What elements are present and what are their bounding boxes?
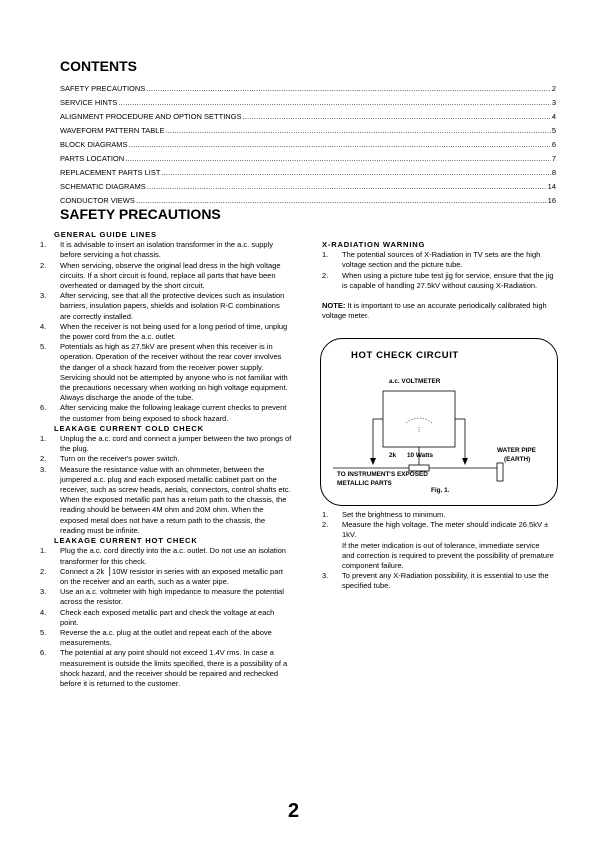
hot-heading: LEAKAGE CURRENT HOT CHECK [54, 536, 198, 546]
toc-page: 4 [551, 112, 556, 121]
list-item [322, 571, 554, 591]
meter-dial [406, 418, 432, 423]
toc-page: 5 [551, 126, 556, 135]
toc-leader [165, 126, 550, 135]
toc-label: PARTS LOCATION [60, 154, 125, 163]
general-list [40, 240, 292, 424]
item-text: The potential sources of X-Radiation in TV sets are the high voltage section and the picture tube. [342, 250, 541, 270]
toc-page: 8 [551, 168, 556, 177]
safety-title: SAFETY PRECAUTIONS [60, 206, 221, 222]
toc-page: 3 [551, 98, 556, 107]
list-item [40, 608, 292, 628]
cold-list [40, 434, 292, 536]
item-number: 1. [40, 240, 47, 250]
hot-list [40, 546, 292, 689]
contents-title: CONTENTS [60, 58, 137, 74]
item-number: 6. [40, 648, 47, 658]
item-text: Turn on the receiver's power switch. [60, 454, 180, 464]
item-number: 5. [40, 627, 47, 637]
item-number: 3. [40, 464, 47, 474]
list-item [322, 520, 554, 571]
toc-label: SCHEMATIC DIAGRAMS [60, 182, 146, 191]
item-number: 3. [40, 291, 47, 301]
item-number: 1. [40, 434, 47, 444]
list-item [40, 587, 292, 607]
xray-heading: X-RADIATION WARNING [322, 240, 426, 249]
item-text: Reverse the a.c. plug at the outlet and repeat each of the above measurements. [60, 627, 272, 648]
toc-label: BLOCK DIAGRAMS [60, 140, 128, 149]
measurement-steps [322, 510, 554, 592]
voltmeter-box [383, 391, 455, 447]
toc-entry [60, 140, 556, 154]
list-item [40, 648, 292, 689]
toc-entry [60, 84, 556, 98]
toc-leader [125, 154, 551, 163]
item-text: Set the brightness to minimum. [342, 510, 446, 519]
toc-label: WAVEFORM PATTERN TABLE [60, 126, 165, 135]
list-item [40, 465, 292, 536]
item-number: 3. [322, 571, 329, 581]
right-column [322, 240, 554, 321]
toc-entry [60, 112, 556, 126]
list-item [40, 628, 292, 648]
list-item [40, 240, 292, 260]
toc-label: REPLACEMENT PARTS LIST [60, 168, 161, 177]
item-number: 1. [322, 250, 329, 260]
note-label: NOTE: [322, 301, 346, 311]
item-number: 4. [40, 321, 47, 331]
item-number: 2. [40, 566, 47, 576]
xray-list [322, 250, 554, 291]
item-number: 2. [322, 270, 329, 280]
water-pipe-label: WATER PIPE [497, 447, 536, 454]
item-text: Check each exposed metallic part and check the voltage at each point. [60, 607, 275, 627]
page-number: 2 [288, 800, 300, 822]
voltmeter-label: a.c. VOLTMETER [389, 378, 441, 385]
item-text: Unplug the a.c. cord and connect a jumper between the two prongs of the plug. [60, 434, 292, 454]
list-item [322, 271, 554, 291]
list-item [40, 291, 292, 322]
toc-entry [60, 126, 556, 140]
toc-page: 6 [551, 140, 556, 149]
left-arrow [370, 458, 376, 465]
item-number: 3. [40, 587, 47, 597]
item-number: 1. [322, 510, 329, 519]
list-item [40, 403, 292, 423]
toc-leader [147, 182, 547, 191]
list-item [40, 546, 292, 566]
hot-check-circuit-figure [320, 338, 558, 506]
resistor-value-label: 2k [389, 452, 397, 459]
list-item [322, 510, 554, 520]
item-text: Measure the high voltage. The meter should indicate 26.5kV ± 1kV. If the meter indication is out of tolerance, immediate service and correction is required to prevent the possibility of premature component failure. [342, 520, 554, 571]
item-text: The potential at any point should not exceed 1.4V rms. In case a measurement is outside the limits specified, there is a possibility of a shock hazard, and the receiver should be repaired and rechecked before it is returned to the customer. [60, 648, 288, 688]
general-heading: GENERAL GUIDE LINES [54, 230, 157, 239]
toc-page: 16 [547, 196, 556, 205]
toc-label: SAFETY PRECAUTIONS [60, 84, 146, 93]
right-arrow [462, 458, 468, 465]
list-item [40, 322, 292, 342]
list-item [40, 567, 292, 587]
list-item [40, 261, 292, 292]
toc-leader [146, 84, 551, 93]
item-text: It is advisable to insert an isolation transformer in the a.c. supply before servicing a hot chassis. [60, 240, 274, 260]
item-number: 6. [40, 403, 47, 413]
item-text: Measure the resistance value with an ohmmeter, between the jumpered a.c. plug and each exposed metallic cabinet part on the receiver, such as screw heads, aerials, connectors, control shafts etc. When the exposed metallic part has a return path to the chassis, the reading should be between 4M ohm and 20M ohm. When the exposed metal does not have a return path to the chassis, the reading must be infinite. [60, 464, 291, 535]
toc-page: 2 [551, 84, 556, 93]
toc-label: SERVICE HINTS [60, 98, 118, 107]
toc-leader [161, 168, 550, 177]
instrument-label-2: METALLIC PARTS [337, 480, 392, 487]
toc-label: CONDUCTOR VIEWS [60, 196, 135, 205]
toc-entry [60, 182, 556, 196]
toc-page: 14 [547, 182, 556, 191]
item-text: Plug the a.c. cord directly into the a.c. outlet. Do not use an isolation transformer for this check. [60, 546, 286, 566]
item-text: After servicing, see that all the protective devices such as insulation barriers, insulation papers, shields and isolation R-C combinations are correctly installed. [60, 291, 285, 321]
circuit-title: HOT CHECK CIRCUIT [351, 350, 459, 361]
earth-label: (EARTH) [504, 456, 531, 463]
item-text: After servicing make the following leakage current checks to prevent the customer from being exposed to shock hazard. [60, 403, 287, 423]
item-text: When using a picture tube test jig for service, ensure that the jig is capable of handling 27.5kV without causing X-Radiation. [342, 270, 554, 290]
toc-page: 7 [551, 154, 556, 163]
item-text: When servicing, observe the original lead dress in the high voltage circuits. If a short circuit is found, replace all parts that have been overheated or damaged by the short circuit. [60, 260, 281, 291]
toc-label: ALIGNMENT PROCEDURE AND OPTION SETTINGS [60, 112, 242, 121]
item-number: 5. [40, 342, 47, 352]
left-column [40, 230, 292, 689]
item-number: 2. [40, 260, 47, 270]
note-text: It is important to use an accurate periodically calibrated high voltage meter. [322, 301, 547, 321]
toc-entry [60, 168, 556, 182]
item-text: Connect a 2k▕ 10W resistor in series with an exposed metallic part on the receiver and an earth, such as a water pipe. [60, 566, 283, 586]
item-text: Potentials as high as 27.5kV are present when this receiver is in operation. Operation of the receiver without the rear cover involves the danger of a shock hazard from the receiver power supply. Servicing should not be attempted by anyone who is not familiar with the precautions necessary when working on high voltage equipment. Always discharge the anode of the tube. [60, 342, 288, 403]
figure-label: Fig. 1. [431, 487, 450, 494]
item-text: Use an a.c. voltmeter with high impedance to measure the potential across the resistor. [60, 587, 284, 607]
item-number: 1. [40, 546, 47, 556]
item-text: When the receiver is not being used for a long period of time, unplug the power cord from the a.c. outlet. [60, 321, 288, 342]
item-text: To prevent any X-Radiation possibility, it is essential to use the specified tube. [342, 571, 549, 591]
list-item [40, 454, 292, 464]
table-of-contents [60, 84, 556, 210]
instrument-label-1: TO INSTRUMENT'S EXPOSED [337, 471, 428, 478]
toc-leader [243, 112, 551, 121]
toc-leader [136, 196, 547, 205]
resistor-watts-label: 10 Watts [407, 452, 434, 459]
item-number: 2. [322, 520, 329, 530]
toc-entry [60, 98, 556, 112]
toc-leader [118, 98, 550, 107]
steps-list [322, 510, 554, 592]
list-item [40, 434, 292, 454]
toc-leader [129, 140, 551, 149]
item-number: 4. [40, 607, 47, 617]
list-item [40, 342, 292, 403]
water-pipe [497, 463, 503, 481]
note [322, 301, 554, 321]
item-number: 2. [40, 454, 47, 464]
list-item [322, 250, 554, 270]
cold-heading: LEAKAGE CURRENT COLD CHECK [54, 423, 204, 433]
toc-entry [60, 154, 556, 168]
